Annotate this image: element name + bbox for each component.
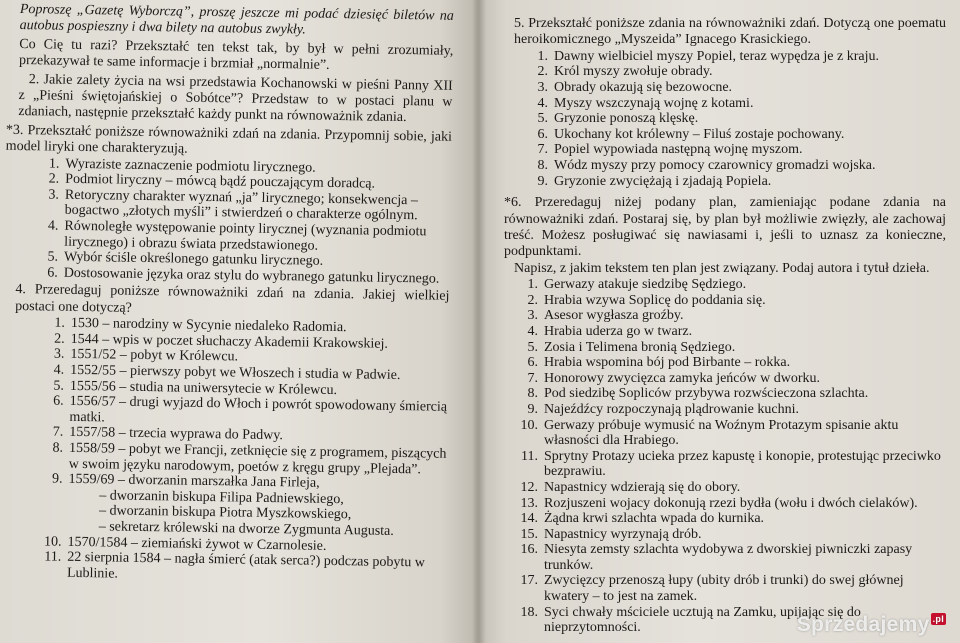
- exercise-4-item-9-subitems: [12, 487, 447, 541]
- list-item-number: 4.: [527, 323, 538, 339]
- list-item-number: 1.: [527, 277, 538, 293]
- list-item-number: 15.: [520, 526, 538, 542]
- exercise-5-item: [504, 49, 946, 65]
- list-item-text: 1570/1584 – ziemiański żywot w Czarnolesie.: [67, 534, 327, 554]
- list-item-number: 4.: [47, 218, 59, 234]
- exercise-6-item: [504, 496, 946, 512]
- list-item-text: Podmiot liryczny – mówcą bądź pouczającym doradcą.: [65, 171, 376, 192]
- list-item-text: Dawny wielbiciel myszy Popiel, teraz wypędza je z kraju.: [554, 48, 879, 64]
- exercise-2: 2. Jakie zalety życia na wsi przedstawia Kochanowski w pieśni Panny XII z „Pieśni świętojańskiej o Sobótce”? Przedstaw to w postaci planu w zdaniach, następnie przekształć każdy punkt na równoważnik zdania.: [18, 71, 453, 126]
- list-item-text: Niesyta zemsty szlachta wydobywa z dworskiej piwniczki zapasy trunków.: [544, 542, 913, 573]
- exercise-5-item: [504, 96, 946, 112]
- list-item-text: Napastnicy wdzierają się do obory.: [544, 479, 741, 495]
- exercise-5: 5. Przekształć poniższe zdania na równoważniki zdań. Dotyczą one poematu heroikomicznego „Myszeida” Ignacego Krasickiego.: [514, 16, 946, 48]
- list-item-number: 5.: [47, 249, 59, 265]
- list-item-text: Wyraziste zaznaczenie podmiotu lirycznego.: [65, 156, 316, 176]
- list-item-number: 3.: [537, 80, 548, 95]
- watermark-badge: .pl: [932, 614, 944, 624]
- list-item-number: 4.: [537, 95, 548, 111]
- exercise-4-item: [41, 550, 445, 588]
- list-item-text: 1530 – narodziny w Sycynie niedaleko Radomia.: [70, 316, 347, 336]
- list-item-number: 10.: [520, 417, 538, 433]
- list-item-number: 1.: [537, 48, 548, 64]
- exercise-4-subitem: – dworzanin biskupa Filipa Padniewskiego,: [99, 488, 344, 507]
- list-item-number: 17.: [520, 573, 538, 589]
- exercise-6-item: [504, 511, 946, 527]
- list-item-text: Napastnicy wyrzynają drób.: [544, 526, 702, 542]
- left-page: [0, 0, 478, 643]
- list-item-text: Zosia i Telimena bronią Sędziego.: [544, 339, 736, 355]
- exercise-5-list: [504, 49, 946, 189]
- exercise-6: *6. Przeredaguj niżej podany plan, zamieniając podane zdania na równoważniki zdań. Postaraj się, by plan był możliwie zwięzły, ale zachowaj treść. Możesz posługiwać się nawiasami i, jeśli to uznasz za konieczne, podpunktami.: [504, 195, 946, 260]
- list-item-text: Asesor wygłasza groźby.: [544, 308, 684, 324]
- list-item-number: 7.: [527, 370, 538, 386]
- list-item-text: 1544 – wpis w poczet słuchaczy Akademii Krakowskiej.: [70, 331, 389, 352]
- list-item-number: 5.: [527, 339, 538, 355]
- exercise-5-item: [504, 127, 946, 143]
- list-item-text: Gerwazy atakuje siedzibę Sędziego.: [544, 277, 747, 293]
- exercise-6-item: [504, 371, 946, 387]
- list-item-text: Gryzonie ponoszą klęskę.: [554, 111, 699, 127]
- watermark-text: Sprzedajemy: [796, 613, 930, 636]
- list-item-text: Honorowy zwycięzca zamyka jeńców w dworku.: [544, 370, 821, 386]
- list-item-number: 2.: [527, 292, 538, 308]
- left-page-content: [5, 2, 454, 587]
- list-item-text: Gryzonie zwyciężają i zjadają Popiela.: [554, 173, 772, 189]
- list-item-number: 9.: [537, 173, 548, 189]
- exercise-4-list: [42, 316, 449, 494]
- list-item-text: Wybór ściśle określonego gatunku lirycznego.: [63, 249, 324, 270]
- list-item-number: 11.: [521, 448, 538, 464]
- list-item-text: 1551/52 – pobyt w Królewcu.: [70, 347, 239, 365]
- list-item-text: Żądna krwi szlachta wpada do kurnika.: [544, 511, 765, 527]
- list-item-number: 6.: [537, 126, 548, 142]
- list-item-text: Rozjuszeni wojacy dokonują rzezi bydła (wołu i dwóch cielaków).: [544, 495, 918, 511]
- list-item-number: 7.: [537, 142, 548, 158]
- exercise-6-item: [504, 542, 946, 573]
- list-item-number: 3.: [48, 187, 60, 203]
- book-gutter: [472, 0, 486, 643]
- list-item-number: 7.: [52, 424, 64, 441]
- list-item-text: Popiel wypowiada następną wojnę myszom.: [554, 142, 803, 158]
- list-item-text: Najeźdźcy rozpoczynają plądrowanie kuchni.: [544, 401, 799, 417]
- exercise-6-item: [504, 308, 946, 324]
- list-item-number: 18.: [520, 604, 538, 620]
- list-item-text: Retoryczny charakter wyznań „ja” lirycznego; konsekwencja – bogactwo „złotych myśli” i stwierdzeń o charakterze ogólnym.: [64, 187, 419, 224]
- list-item-number: 10.: [43, 533, 62, 550]
- list-item-text: 22 sierpnia 1584 – nagła śmierć (atak serca?) podczas pobytu w Lublinie.: [66, 549, 426, 582]
- exercise-5-item: [504, 80, 946, 96]
- list-item-number: 3.: [53, 346, 65, 363]
- list-item-number: 8.: [527, 386, 538, 402]
- list-item-number: 6.: [527, 355, 538, 371]
- list-item-number: 14.: [520, 511, 538, 527]
- list-item-text: 1559/69 – dworzanin marszałka Jana Firleja,: [68, 471, 320, 491]
- list-item-number: 5.: [537, 111, 548, 127]
- list-item-text: 1556/57 – drugi wyjazd do Włoch i powrót spowodowany śmiercią matki.: [69, 394, 448, 426]
- exercise-6-item: [504, 277, 946, 293]
- exercise-6-item: [504, 386, 946, 402]
- exercise-5-item: [504, 158, 946, 174]
- list-item-number: 1.: [48, 156, 60, 172]
- exercise-6-item: [504, 527, 946, 543]
- list-item-text: Wódz myszy przy pomocy czarownicy gromadzi wojska.: [554, 157, 876, 173]
- list-item-text: Król myszy zwołuje obrady.: [554, 64, 713, 80]
- list-item-text: Hrabia wzywa Soplicę do poddania się.: [544, 292, 766, 308]
- list-item-number: 2.: [537, 64, 548, 80]
- list-item-number: 12.: [520, 479, 538, 495]
- list-item-text: Pod siedzibę Sopliców przybywa rozwścieczona szlachta.: [544, 386, 869, 402]
- list-item-text: Obrady okazują się bezowocne.: [554, 80, 733, 95]
- list-item-text: 1557/58 – trzecia wyprawa do Padwy.: [69, 425, 284, 444]
- exercise-6-item: [504, 402, 946, 418]
- exercise-6-item: [504, 340, 946, 356]
- intro-question: Co Cię tu razi? Przekształć ten tekst tak, by był w pełni zrozumiały, przekazywał te same informacje i brzmiał „normalnie”.: [18, 36, 454, 74]
- list-item-number: 2.: [48, 171, 60, 187]
- exercise-3-list: [38, 156, 452, 287]
- list-item-number: 3.: [527, 308, 538, 324]
- list-item-text: Ukochany kot królewny – Filuś zostaje pochowany.: [554, 126, 845, 142]
- list-item-number: 11.: [44, 549, 62, 565]
- list-item-text: Hrabia uderza go w twarz.: [544, 323, 693, 339]
- list-item-number: 13.: [520, 495, 538, 511]
- list-item-number: 2.: [54, 331, 65, 347]
- list-item-number: 4.: [53, 362, 65, 378]
- list-item-number: 16.: [520, 542, 538, 558]
- exercise-4-subitem: – sekretarz królewski na dworze Zygmunta Augusta.: [98, 519, 394, 539]
- list-item-text: Dostosowanie języka oraz stylu do wybranego gatunku lirycznego.: [63, 265, 440, 287]
- exercise-5-item: [504, 64, 946, 80]
- list-item-text: Równoległe występowanie pointy lirycznej (wyznania podmiotu lirycznego) i obrazu świata przedstawionego.: [64, 218, 427, 254]
- list-item-number: 8.: [537, 157, 548, 173]
- list-item-number: 5.: [53, 378, 65, 394]
- list-item-text: Gerwazy próbuje wymusić na Woźnym Protazym spisanie aktu własności dla Hrabiego.: [544, 417, 899, 449]
- list-item-text: Sprytny Protazy ucieka przez kapustę i konopie, protestując przeciwko bezprawiu.: [544, 448, 941, 480]
- watermark-logo: [797, 613, 946, 637]
- list-item-text: 1552/55 – pierwszy pobyt we Włoszech i studia w Padwie.: [70, 362, 401, 384]
- list-item-text: Zwycięzcy przenoszą łupy (ubity drób i trunki) do swej głównej kwatery – to jest na zamek.: [544, 573, 904, 605]
- exercise-6-item: [504, 293, 946, 309]
- list-item-number: 6.: [47, 265, 58, 281]
- right-page: [478, 0, 960, 643]
- intro-quote: Poproszę „Gazetę Wyborczą”, proszę jeszcze mi podać dziesięć biletów na autobus pospieszny i dwa bilety na autobus zwykły.: [19, 2, 454, 38]
- exercise-4-list-tail: [41, 534, 446, 587]
- exercise-4: 4. Przeredaguj poniższe równoważniki zdań na zdania. Jakiej wielkiej postaci one dotyczą?: [15, 282, 450, 316]
- exercise-4-subitem: – dworzanin biskupa Piotra Myszkowskiego,: [98, 503, 352, 523]
- exercise-6-task: Napisz, z jakim tekstem ten plan jest związany. Podaj autora i tytuł dzieła.: [514, 260, 930, 276]
- exercise-6-item: [504, 480, 946, 496]
- exercise-6-item: [504, 449, 946, 480]
- exercise-5-item: [504, 111, 946, 127]
- exercise-5-item: [504, 142, 946, 158]
- exercise-3: *3. Przekształć poniższe równoważniki zdań na zdania. Przypomnij sobie, jaki model liryki one charakteryzują.: [5, 122, 453, 157]
- exercise-6-item: [504, 355, 946, 371]
- list-item-text: 1558/59 – pobyt we Francji, zetknięcie się z programem, piszących w swoim języku narodowym, poetów z kręgu grupy „Plejada”.: [68, 440, 447, 477]
- exercise-5-item: [504, 174, 946, 190]
- list-item-text: Hrabia wspomina bój pod Birbante – rokka.: [544, 355, 791, 371]
- list-item-text: Syci chwały mściciele ucztują na Zamku, upijając się do nieprzytomności.: [544, 604, 861, 636]
- exercise-6-item: [504, 573, 946, 604]
- list-item-number: 9.: [527, 401, 538, 417]
- exercise-6-item: [504, 324, 946, 340]
- list-item-text: 1555/56 – studia na uniwersytecie w Królewcu.: [69, 378, 338, 398]
- list-item-number: 6.: [53, 393, 64, 409]
- list-item-number: 8.: [52, 440, 64, 456]
- list-item-number: 1.: [54, 315, 66, 331]
- list-item-text: Myszy wszczynają wojnę z kotami.: [554, 95, 754, 111]
- exercise-6-list: [504, 277, 946, 636]
- list-item-number: 9.: [51, 471, 63, 487]
- exercise-6-item: [504, 418, 946, 449]
